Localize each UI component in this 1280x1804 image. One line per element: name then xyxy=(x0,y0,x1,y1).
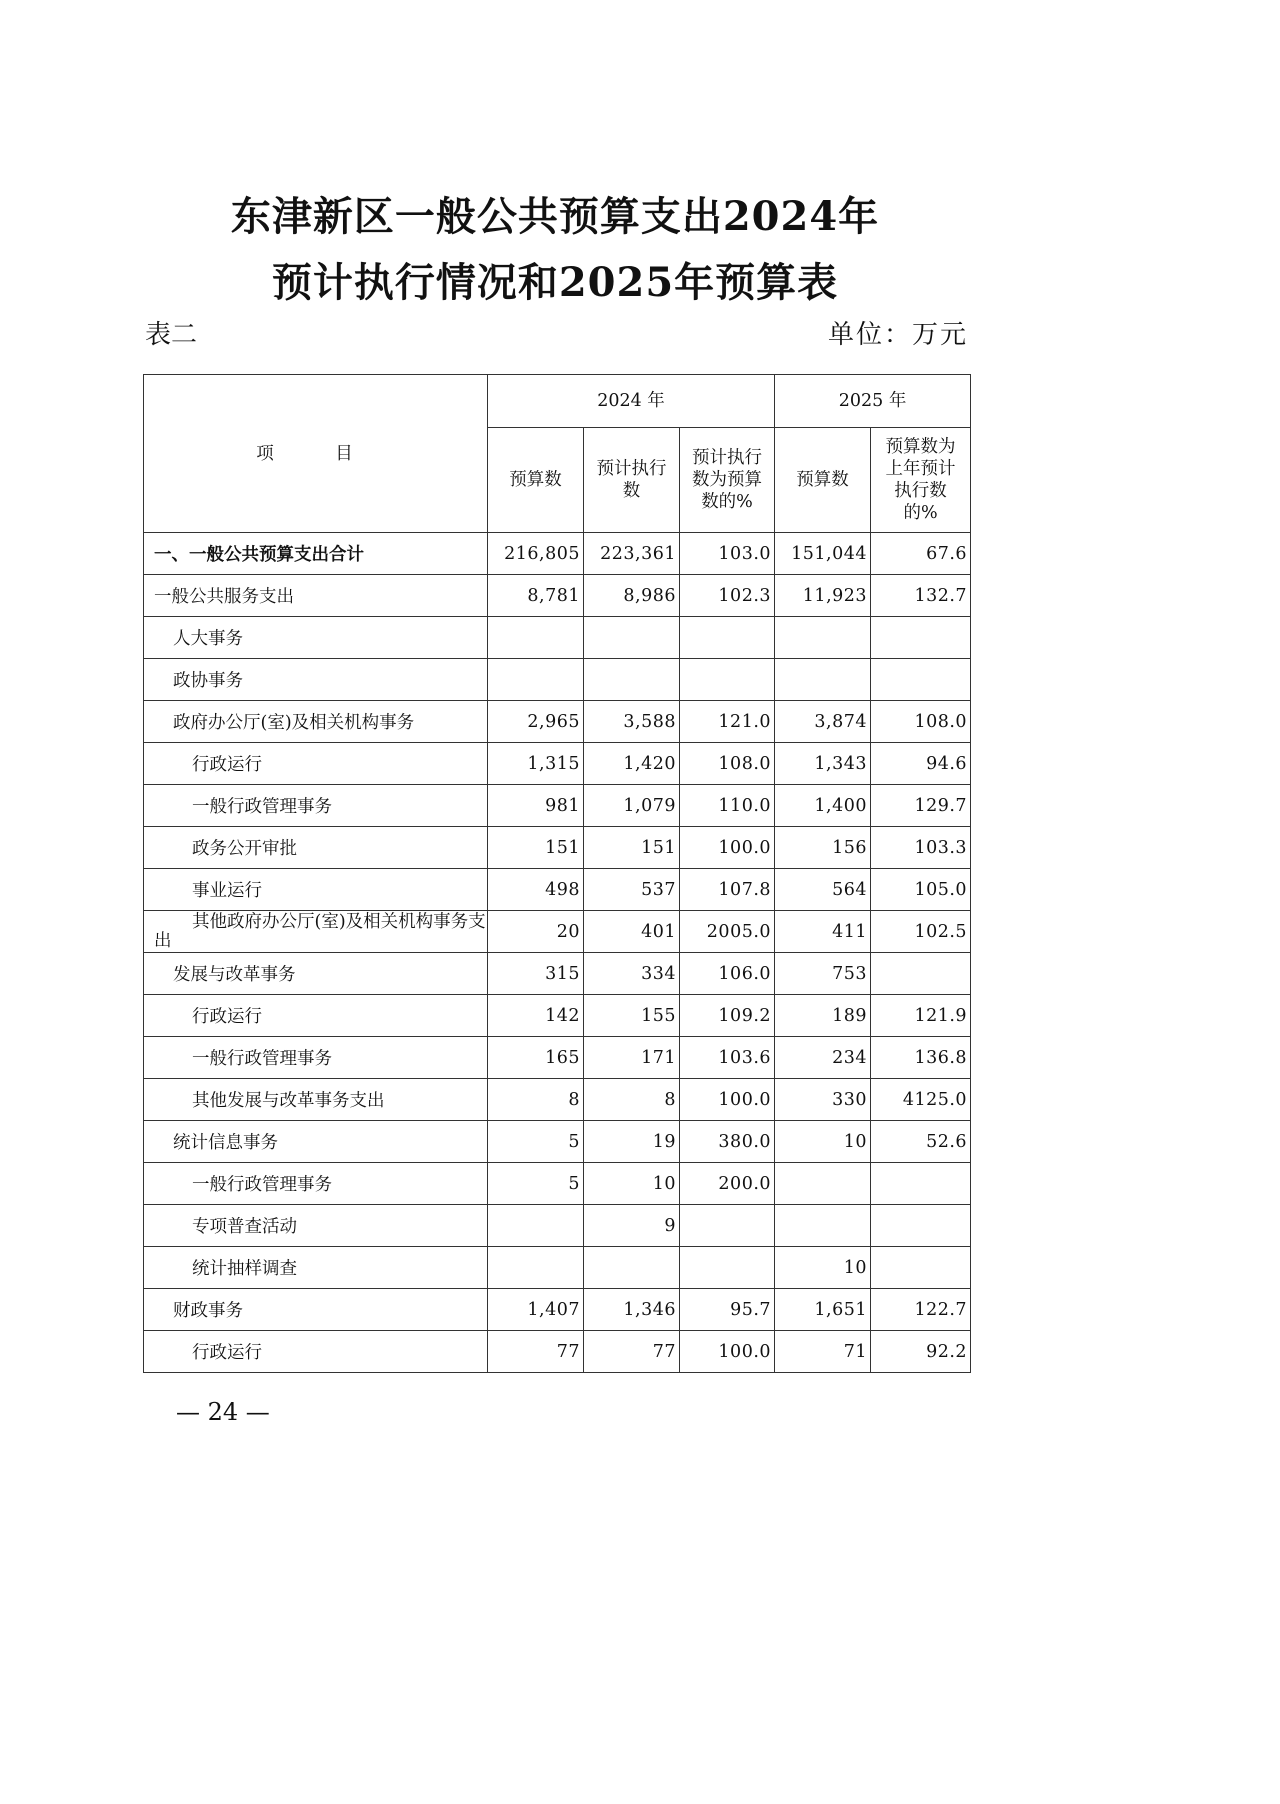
table-row xyxy=(144,911,971,953)
cell-budget-pct: 121.9 xyxy=(871,995,971,1037)
cell-budget-pct: 67.6 xyxy=(871,533,971,575)
cell-expected-pct: 106.0 xyxy=(680,953,775,995)
budget-table xyxy=(143,374,971,1373)
cell-budget-pct: 105.0 xyxy=(871,869,971,911)
table-row xyxy=(144,1037,971,1079)
cell-budget-2024: 8,781 xyxy=(488,575,584,617)
row-name: 行政运行 xyxy=(144,1331,488,1373)
cell-expected-2024: 401 xyxy=(584,911,680,953)
cell-budget-2025: 411 xyxy=(775,911,871,953)
row-name: 一般行政管理事务 xyxy=(144,785,488,827)
cell-expected-pct: 380.0 xyxy=(680,1121,775,1163)
table-row xyxy=(144,743,971,785)
cell-budget-pct: 103.3 xyxy=(871,827,971,869)
table-row xyxy=(144,1247,971,1289)
cell-budget-pct xyxy=(871,953,971,995)
cell-budget-2025: 1,400 xyxy=(775,785,871,827)
cell-budget-2025: 151,044 xyxy=(775,533,871,575)
cell-budget-2025: 11,923 xyxy=(775,575,871,617)
cell-expected-pct: 95.7 xyxy=(680,1289,775,1331)
cell-budget-2024 xyxy=(488,1247,584,1289)
document-title-line1: 东津新区一般公共预算支出2024年 xyxy=(230,193,880,240)
cell-expected-pct xyxy=(680,617,775,659)
header-budget-2025: 预算数 xyxy=(775,428,871,533)
cell-expected-pct: 108.0 xyxy=(680,743,775,785)
cell-budget-2025: 1,651 xyxy=(775,1289,871,1331)
cell-budget-2024: 498 xyxy=(488,869,584,911)
cell-expected-pct xyxy=(680,1205,775,1247)
cell-expected-2024: 223,361 xyxy=(584,533,680,575)
cell-expected-pct xyxy=(680,659,775,701)
cell-budget-pct xyxy=(871,1205,971,1247)
table-row xyxy=(144,617,971,659)
cell-expected-2024: 1,079 xyxy=(584,785,680,827)
cell-budget-pct xyxy=(871,659,971,701)
cell-expected-2024: 171 xyxy=(584,1037,680,1079)
cell-expected-pct: 200.0 xyxy=(680,1163,775,1205)
cell-expected-pct: 103.6 xyxy=(680,1037,775,1079)
cell-budget-2025: 564 xyxy=(775,869,871,911)
cell-budget-pct: 4125.0 xyxy=(871,1079,971,1121)
cell-budget-2025: 156 xyxy=(775,827,871,869)
cell-budget-2024: 165 xyxy=(488,1037,584,1079)
table-row xyxy=(144,659,971,701)
cell-budget-pct: 132.7 xyxy=(871,575,971,617)
cell-expected-2024: 537 xyxy=(584,869,680,911)
row-name: 其他政府办公厅(室)及相关机构事务支出 xyxy=(144,911,488,953)
table-row xyxy=(144,1289,971,1331)
cell-budget-2025: 234 xyxy=(775,1037,871,1079)
cell-budget-2024 xyxy=(488,1205,584,1247)
cell-budget-2024: 2,965 xyxy=(488,701,584,743)
cell-expected-2024: 334 xyxy=(584,953,680,995)
cell-expected-pct: 102.3 xyxy=(680,575,775,617)
cell-budget-pct xyxy=(871,1163,971,1205)
header-item: 项 目 xyxy=(144,375,488,533)
row-name: 行政运行 xyxy=(144,995,488,1037)
cell-budget-2025: 3,874 xyxy=(775,701,871,743)
cell-expected-2024: 1,346 xyxy=(584,1289,680,1331)
cell-expected-2024 xyxy=(584,617,680,659)
header-expected-2024: 预计执行数 xyxy=(584,428,680,533)
row-name: 发展与改革事务 xyxy=(144,953,488,995)
cell-expected-pct: 100.0 xyxy=(680,827,775,869)
page-number: — 24 — xyxy=(176,1398,270,1426)
cell-budget-2024: 216,805 xyxy=(488,533,584,575)
cell-budget-pct xyxy=(871,617,971,659)
table-row xyxy=(144,953,971,995)
row-name: 人大事务 xyxy=(144,617,488,659)
row-name: 一、一般公共预算支出合计 xyxy=(144,533,488,575)
unit-label: 单位：万元 xyxy=(827,320,968,350)
table-number-label: 表二 xyxy=(145,320,198,350)
cell-expected-2024 xyxy=(584,659,680,701)
cell-expected-2024: 1,420 xyxy=(584,743,680,785)
cell-budget-pct: 52.6 xyxy=(871,1121,971,1163)
cell-budget-2025: 189 xyxy=(775,995,871,1037)
table-row xyxy=(144,1331,971,1373)
cell-budget-2024: 151 xyxy=(488,827,584,869)
table-row xyxy=(144,1163,971,1205)
cell-expected-2024: 77 xyxy=(584,1331,680,1373)
cell-budget-2024: 1,407 xyxy=(488,1289,584,1331)
row-name: 政府办公厅(室)及相关机构事务 xyxy=(144,701,488,743)
row-name: 一般公共服务支出 xyxy=(144,575,488,617)
document-title-line2: 预计执行情况和2025年预算表 xyxy=(271,259,839,306)
cell-budget-pct: 122.7 xyxy=(871,1289,971,1331)
row-name: 专项普查活动 xyxy=(144,1205,488,1247)
cell-budget-2024: 20 xyxy=(488,911,584,953)
cell-budget-2024: 981 xyxy=(488,785,584,827)
cell-expected-pct xyxy=(680,1247,775,1289)
cell-budget-2025: 10 xyxy=(775,1247,871,1289)
cell-budget-pct: 129.7 xyxy=(871,785,971,827)
row-name: 政协事务 xyxy=(144,659,488,701)
cell-expected-2024: 3,588 xyxy=(584,701,680,743)
row-name: 其他发展与改革事务支出 xyxy=(144,1079,488,1121)
cell-budget-2025 xyxy=(775,617,871,659)
cell-budget-2025: 330 xyxy=(775,1079,871,1121)
cell-budget-2025: 10 xyxy=(775,1121,871,1163)
cell-budget-2024: 8 xyxy=(488,1079,584,1121)
row-name: 一般行政管理事务 xyxy=(144,1037,488,1079)
cell-budget-2025 xyxy=(775,659,871,701)
cell-budget-2024: 5 xyxy=(488,1121,584,1163)
cell-budget-2024: 142 xyxy=(488,995,584,1037)
row-name: 行政运行 xyxy=(144,743,488,785)
table-row xyxy=(144,1121,971,1163)
header-year-2025: 2025 年 xyxy=(775,375,971,428)
cell-expected-pct: 100.0 xyxy=(680,1331,775,1373)
cell-expected-2024: 19 xyxy=(584,1121,680,1163)
cell-expected-2024: 155 xyxy=(584,995,680,1037)
table-row xyxy=(144,701,971,743)
cell-expected-2024: 9 xyxy=(584,1205,680,1247)
table-row xyxy=(144,1079,971,1121)
cell-expected-pct: 100.0 xyxy=(680,1079,775,1121)
cell-expected-pct: 103.0 xyxy=(680,533,775,575)
cell-budget-2024: 1,315 xyxy=(488,743,584,785)
cell-expected-2024: 151 xyxy=(584,827,680,869)
cell-expected-2024: 10 xyxy=(584,1163,680,1205)
row-name: 事业运行 xyxy=(144,869,488,911)
cell-expected-pct: 109.2 xyxy=(680,995,775,1037)
row-name: 统计抽样调查 xyxy=(144,1247,488,1289)
table-row xyxy=(144,869,971,911)
table-row xyxy=(144,533,971,575)
cell-expected-pct: 2005.0 xyxy=(680,911,775,953)
cell-budget-2025: 71 xyxy=(775,1331,871,1373)
cell-budget-2024: 315 xyxy=(488,953,584,995)
cell-budget-pct: 92.2 xyxy=(871,1331,971,1373)
table-row xyxy=(144,785,971,827)
header-expected-pct-2024: 预计执行数为预算数的% xyxy=(680,428,775,533)
cell-budget-2024: 5 xyxy=(488,1163,584,1205)
row-name: 统计信息事务 xyxy=(144,1121,488,1163)
header-budget-pct-2025: 预算数为上年预计执行数的% xyxy=(871,428,971,533)
header-year-2024: 2024 年 xyxy=(488,375,775,428)
cell-budget-2025: 753 xyxy=(775,953,871,995)
row-name: 财政事务 xyxy=(144,1289,488,1331)
table-row xyxy=(144,995,971,1037)
cell-budget-2024 xyxy=(488,617,584,659)
table-row xyxy=(144,1205,971,1247)
cell-budget-2024: 77 xyxy=(488,1331,584,1373)
cell-expected-pct: 110.0 xyxy=(680,785,775,827)
cell-budget-pct: 108.0 xyxy=(871,701,971,743)
row-name: 政务公开审批 xyxy=(144,827,488,869)
table-row xyxy=(144,827,971,869)
cell-budget-2024 xyxy=(488,659,584,701)
cell-budget-pct xyxy=(871,1247,971,1289)
cell-budget-2025: 1,343 xyxy=(775,743,871,785)
row-name: 一般行政管理事务 xyxy=(144,1163,488,1205)
cell-budget-pct: 136.8 xyxy=(871,1037,971,1079)
cell-budget-pct: 94.6 xyxy=(871,743,971,785)
cell-expected-pct: 121.0 xyxy=(680,701,775,743)
cell-expected-2024: 8 xyxy=(584,1079,680,1121)
cell-expected-pct: 107.8 xyxy=(680,869,775,911)
header-budget-2024: 预算数 xyxy=(488,428,584,533)
cell-budget-2025 xyxy=(775,1205,871,1247)
cell-expected-2024: 8,986 xyxy=(584,575,680,617)
cell-expected-2024 xyxy=(584,1247,680,1289)
table-row xyxy=(144,575,971,617)
cell-budget-pct: 102.5 xyxy=(871,911,971,953)
cell-budget-2025 xyxy=(775,1163,871,1205)
